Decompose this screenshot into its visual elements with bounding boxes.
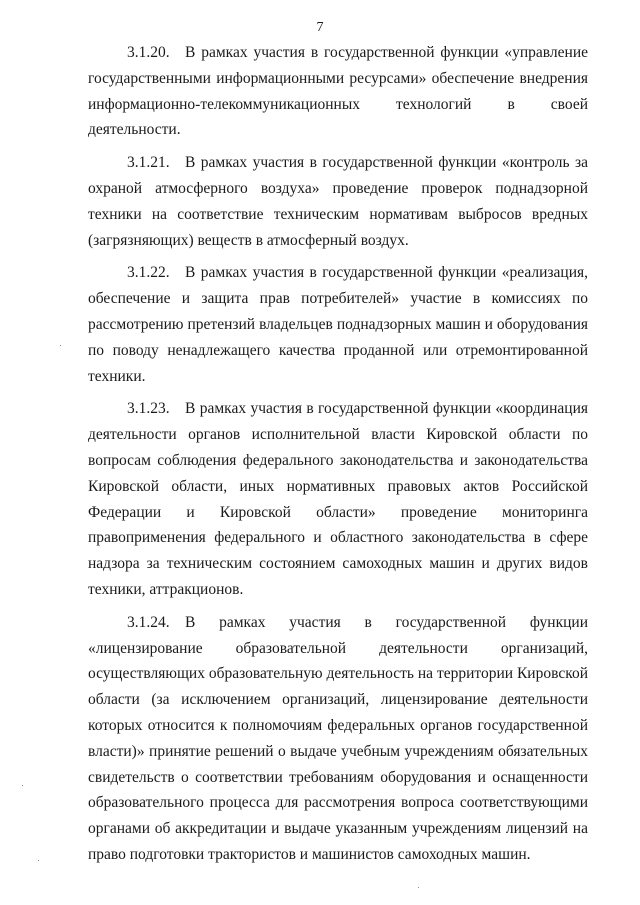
clause-text: В рамках участия в государственной функции «координация деятельности органов исполнительной власти Кировской области по вопросам соблюдения федерального законодательства и законодательства Кировской области, иных нормативных правовых актов Российской Федерации и Кировской области» проведение мониторинга правоприменения федерального и областного законодательства в сфере надзора за техническим состоянием самоходных машин и других видов техники, аттракционов. — [88, 400, 588, 598]
scan-speck — [38, 860, 39, 861]
scan-speck — [22, 785, 23, 786]
clause-3-1-21 — [88, 150, 588, 253]
clause-3-1-20 — [88, 40, 588, 143]
clause-number: 3.1.21. — [127, 154, 170, 172]
clause-number: 3.1.22. — [127, 264, 170, 282]
clause-3-1-24 — [88, 610, 588, 868]
clause-text: В рамках участия в государственной функции «лицензирование образовательной деятельности организаций, осуществляющих образовательную деятельность на территории Кировской области (за исключением организаций, лицензирование деятельности которых относится к полномочиям федеральных органов государственной власти)» принятие решений о выдаче учебным учреждениям обязательных свидетельств о соответствии требованиям оборудования и оснащенности образовательного процесса для рассмотрения вопроса соответствующими органами об аккредитации и выдаче указанным учреждениям лицензий на право подготовки трактористов и машинистов самоходных машин. — [88, 613, 588, 863]
clause-text: В рамках участия в государственной функции «управление государственными информационными ресурсами» обеспечение внедрения информационно-телекоммуникационных технологий в своей деятельности. — [88, 44, 588, 139]
clause-3-1-22 — [88, 260, 588, 389]
clause-number: 3.1.24. — [127, 613, 170, 631]
document-body — [88, 40, 588, 875]
clause-3-1-23 — [88, 396, 588, 602]
scan-speck — [60, 345, 61, 346]
clause-text: В рамках участия в государственной функции «реализация, обеспечение и защита прав потребителей» участие в комиссиях по рассмотрению претензий владельцев поднадзорных машин и оборудования по поводу ненадлежащего качества проданной или отремонтированной техники. — [88, 264, 588, 385]
scan-speck — [418, 887, 419, 888]
clause-number: 3.1.20. — [127, 44, 170, 61]
clause-text: В рамках участия в государственной функции «контроль за охраной атмосферного воздуха» проведение проверок поднадзорной техники на соответствие техническим нормативам выбросов вредных (загрязняющих) веществ в атмосферный воздух. — [88, 154, 588, 249]
page-number: 7 — [316, 20, 324, 35]
clause-number: 3.1.23. — [127, 400, 170, 418]
